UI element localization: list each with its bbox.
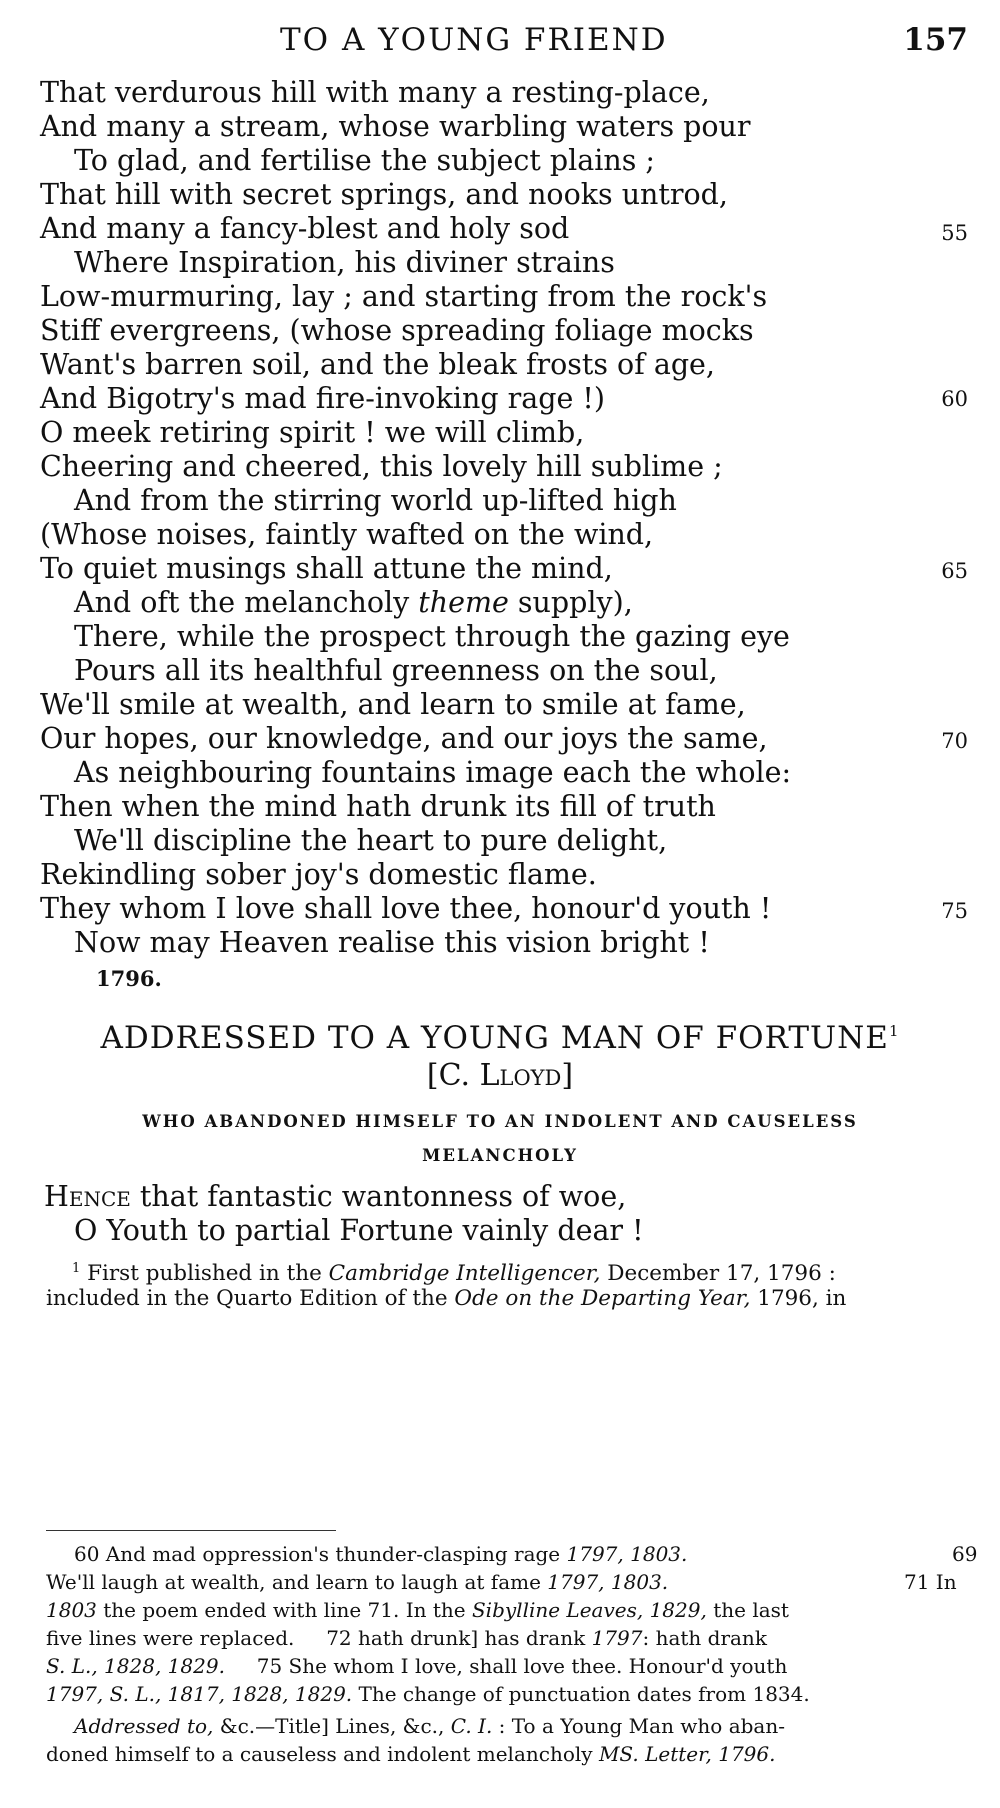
footnote-mark: 1: [72, 1261, 81, 1276]
italic-word: theme: [418, 586, 509, 619]
variant-text: The change of punctuation dates from 1834.: [352, 1682, 810, 1706]
variant-number: 71 In: [904, 1570, 957, 1594]
poem-line: Low-murmuring, lay ; and starting from the rock's: [40, 280, 768, 313]
variant-note: [46, 1680, 810, 1708]
poem-line: That verdurous hill with many a resting-place,: [40, 76, 710, 109]
line-number: 70: [941, 729, 968, 753]
footnote-text: included in the Quarto Edition of the: [46, 1286, 455, 1311]
variant-note: [46, 1568, 668, 1596]
variant-note: [74, 1712, 785, 1740]
poem-line: Rekindling sober joy's domestic flame.: [40, 858, 597, 891]
poem-line: Pours all its healthful greenness on the soul,: [74, 654, 718, 687]
running-header: [0, 22, 1000, 62]
poem-line: To glad, and fertilise the subject plains ;: [74, 144, 656, 177]
line-number: 60: [941, 387, 968, 411]
poem-line-text: And oft the melancholy: [74, 586, 419, 619]
poem-line: O Youth to partial Fortune vainly dear !: [74, 1214, 644, 1247]
footnote-text: First published in the: [80, 1261, 329, 1287]
poem-line-text: that fantastic wantonness of woe,: [130, 1180, 627, 1213]
variant-text: : To a Young Man who aban-: [492, 1714, 785, 1738]
variant-dates: 1803: [46, 1598, 97, 1622]
poem-line: O meek retiring spirit ! we will climb,: [40, 416, 585, 449]
variant-italic: MS. Letter, 1796.: [598, 1742, 776, 1766]
poem-line: We'll discipline the heart to pure delight,: [74, 824, 668, 857]
variant-text: five lines were replaced.: [46, 1626, 295, 1650]
variant-note: [46, 1652, 787, 1680]
variant-note: [74, 1540, 687, 1568]
poem-line: There, while the prospect through the gazing eye: [74, 620, 790, 653]
poem-line: Want's barren soil, and the bleak frosts of age,: [40, 348, 715, 381]
poem-line: Stiff evergreens, (whose spreading foliage mocks: [40, 314, 754, 347]
footnote-italic: Ode on the Departing Year,: [454, 1286, 751, 1311]
variant-text: 75 She whom I love, shall love thee. Honour'd youth: [256, 1654, 788, 1678]
line-number: 65: [941, 559, 968, 583]
poem-line: Then when the mind hath drunk its fill of truth: [40, 790, 716, 823]
poem-line: Our hopes, our knowledge, and our joys the same,: [40, 722, 768, 755]
poem-line: And many a fancy-blest and holy sod: [40, 212, 570, 245]
poem-line: (Whose noises, faintly wafted on the wind,: [40, 518, 654, 551]
poem-line: To quiet musings shall attune the mind,: [40, 552, 613, 585]
variant-text: We'll laugh at wealth, and learn to laugh at fame: [46, 1570, 541, 1594]
poem-date: 1796.: [96, 966, 162, 991]
poem-author: [C. Lloyd]: [426, 1058, 574, 1093]
variant-dates: 1797, 1803.: [566, 1542, 688, 1566]
variant-text: doned himself to a causeless and indolent melancholy: [46, 1742, 599, 1766]
page-number: 157: [903, 22, 968, 58]
poem-line: Where Inspiration, his diviner strains: [74, 246, 615, 279]
poem-subtitle: WHO ABANDONED HIMSELF TO AN INDOLENT AND CAUSELESS: [142, 1112, 858, 1131]
first-word: Hence: [44, 1180, 131, 1213]
variant-italic: Addressed to,: [74, 1714, 214, 1738]
variant-note: [46, 1740, 775, 1768]
variant-text: the last: [706, 1598, 789, 1622]
poem-line: And Bigotry's mad fire-invoking rage !): [40, 382, 605, 415]
poem-line: [44, 1178, 626, 1216]
running-title: TO A YOUNG FRIEND: [280, 22, 668, 58]
variant-number: 69: [952, 1542, 978, 1566]
footnote-text: 1796, in: [750, 1286, 847, 1311]
poem-line: Now may Heaven realise this vision bright !: [74, 926, 710, 959]
variant-text: 72 hath drunk] has drank: [326, 1626, 586, 1650]
poem-title-text: ADDRESSED TO A YOUNG MAN OF FORTUNE: [100, 1020, 889, 1056]
footnote-mark: 1: [888, 1022, 900, 1040]
variant-text: : hath drank: [642, 1626, 767, 1650]
footnote-rule: [46, 1530, 336, 1531]
poem-line: [74, 584, 633, 622]
variant-dates: 1797, 1803.: [547, 1570, 669, 1594]
variant-text: the poem ended with line 71. In the: [96, 1598, 472, 1622]
poem-line: As neighbouring fountains image each the whole:: [74, 756, 792, 789]
variant-text: &c.—Title] Lines, &c.,: [213, 1714, 451, 1738]
poem-line: That hill with secret springs, and nooks untrod,: [40, 178, 728, 211]
poem-subtitle: MELANCHOLY: [422, 1146, 578, 1165]
variant-text: 60 And mad oppression's thunder-clasping rage: [74, 1542, 561, 1566]
poem-line-text: supply),: [508, 586, 633, 619]
footnote-text: December 17, 1796 :: [600, 1261, 836, 1287]
footnote-italic: Cambridge Intelligencer,: [328, 1261, 601, 1287]
variant-note: [46, 1596, 789, 1624]
variant-note: [46, 1624, 767, 1652]
line-number: 75: [941, 899, 968, 923]
variant-italic: Sibylline Leaves, 1829,: [471, 1598, 707, 1622]
poem-line: We'll smile at wealth, and learn to smile at fame,: [40, 688, 746, 721]
variant-dates: 1797: [591, 1626, 643, 1650]
poem-line: They whom I love shall love thee, honour'd youth !: [40, 892, 772, 925]
poem-line: Cheering and cheered, this lovely hill sublime ;: [40, 450, 723, 483]
footnote: [46, 1284, 846, 1314]
poem-title: [0, 1020, 1000, 1056]
line-number: 55: [941, 221, 968, 245]
variant-italic: C. I.: [450, 1714, 493, 1738]
poem-line: And many a stream, whose warbling waters pour: [40, 110, 751, 143]
variant-dates: 1797, S. L., 1817, 1828, 1829.: [46, 1682, 353, 1706]
poem-line: And from the stirring world up-lifted high: [74, 484, 677, 517]
variant-dates: S. L., 1828, 1829.: [46, 1654, 225, 1678]
